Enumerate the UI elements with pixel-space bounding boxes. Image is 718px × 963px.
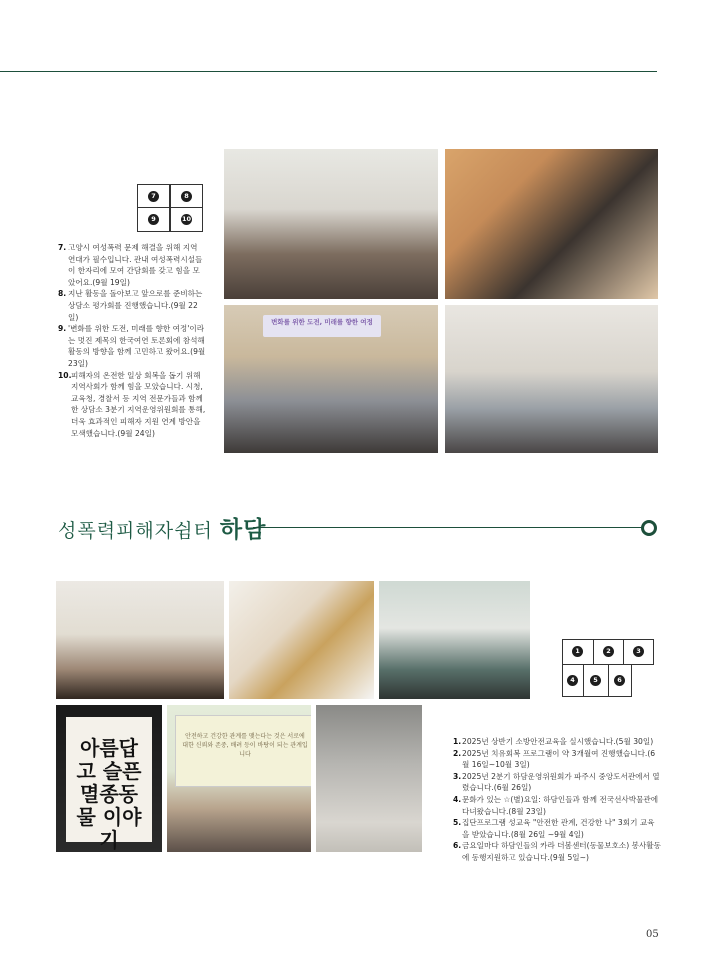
list-item: 9. '변화를 위한 도전, 미래를 향한 여정'이라는 멋진 제목의 한국여연 토론회에 참석해 활동의 방향을 함께 고민하고 왔어요.(9월 23일)	[58, 324, 206, 368]
grid-box-7	[137, 184, 170, 209]
photo-selfie-8	[445, 149, 658, 299]
index-badge: 2	[603, 646, 614, 657]
index-badge: 7	[148, 191, 159, 202]
list-item: 7. 고양시 여성폭력 문제 해결을 위해 지역 연대가 필수입니다. 관내 여성폭력시설들이 한자리에 모여 간담회를 갖고 힘을 모았어요.(9월 19일)	[58, 243, 203, 287]
poster-title: 아름답고 슬픈 멸종동물 이야기	[76, 736, 142, 852]
list-item: 2. 2025년 치유회복 프로그램이 약 3개월여 진행했습니다.(6월 16일~10월 3일)	[453, 748, 656, 770]
photo-healing-program-2	[229, 581, 374, 699]
photo-dog-volunteer-6	[316, 705, 422, 852]
photo-forum-9	[224, 305, 438, 453]
grid-box-4	[562, 664, 584, 697]
list-item: 1. 2025년 상반기 소방안전교육을 실시했습니다.(5월 30일)	[453, 737, 654, 746]
poster	[66, 717, 152, 852]
grid-box-6	[608, 664, 632, 697]
grid-box-10	[170, 207, 203, 232]
index-badge: 10	[181, 215, 192, 223]
photo-sex-education-5	[167, 705, 311, 852]
title-rule	[253, 527, 643, 528]
grid-box-8	[170, 184, 203, 209]
list-item: 10. 피해자의 온전한 일상 회복을 돕기 위해 지역사회가 함께 힘을 모았습니다. 시청, 교육청, 경찰서 등 지역 전문가들과 함께한 상담소 3분기 지역운영위원회를 통해, 더욱 효과적인 피해자 지원 연계 방안을 모색했습니다.(9월 24일)	[58, 370, 206, 438]
list-item: 6. 금요일마다 하담인들의 카라 더봄센터(동물보호소) 봉사활동에 동행지원하고 있습니다.(9월 5일~)	[453, 841, 661, 862]
forum-banner	[263, 315, 381, 337]
title-rule-end-circle	[641, 520, 657, 536]
projector-screen-text: 안전하고 건강한 관계를 맺는다는 것은 서로에 대한 신뢰와 존중, 배려 등이 바탕이 되는 관계입니다	[182, 733, 308, 758]
page-number: 05	[646, 929, 659, 940]
top-divider-line	[0, 71, 657, 72]
photo-meeting-7	[224, 149, 438, 299]
list-item: 8. 지난 활동을 돌아보고 앞으로를 준비하는 상담소 평가회를 진행했습니다.(9월 22일)	[58, 289, 203, 322]
photo-committee-meeting-3	[379, 581, 530, 699]
forum-banner-text: 변화를 위한 도전, 미래를 향한 여정	[271, 318, 373, 326]
projector-screen	[175, 715, 311, 787]
index-badge: 9	[148, 214, 159, 225]
list-item: 5. 집단프로그램 성교육 "안전한 관계, 건강한 나" 3회기 교육을 받았습니다.(8월 26일 ~9월 4일)	[453, 818, 655, 839]
top-activity-list	[58, 242, 206, 439]
index-badge: 1	[572, 646, 583, 657]
index-badge: 5	[590, 675, 601, 686]
list-item: 3. 2025년 2분기 하담운영위원회가 파주시 중앙도서관에서 열렸습니다.(6월 26일)	[453, 771, 660, 793]
list-item: 4. 문화가 있는 ☆(별)요일: 하담인들과 함께 전국선사박물관에 다녀왔습니다.(8월 23일)	[453, 794, 659, 816]
grid-box-3	[623, 639, 654, 665]
bottom-activity-list	[453, 736, 661, 864]
index-badge: 3	[633, 646, 644, 657]
photo-fire-education-1	[56, 581, 224, 699]
grid-box-5	[583, 664, 609, 697]
grid-box-1	[562, 639, 594, 665]
grid-box-2	[593, 639, 624, 665]
grid-box-9	[137, 207, 170, 232]
section-title: 성폭력피해자쉼터 하담	[58, 517, 267, 543]
photo-museum-poster-4	[56, 705, 162, 852]
index-badge: 6	[614, 675, 625, 686]
photo-committee-10	[445, 305, 658, 453]
index-badge: 4	[567, 675, 578, 686]
index-badge: 8	[181, 191, 192, 202]
